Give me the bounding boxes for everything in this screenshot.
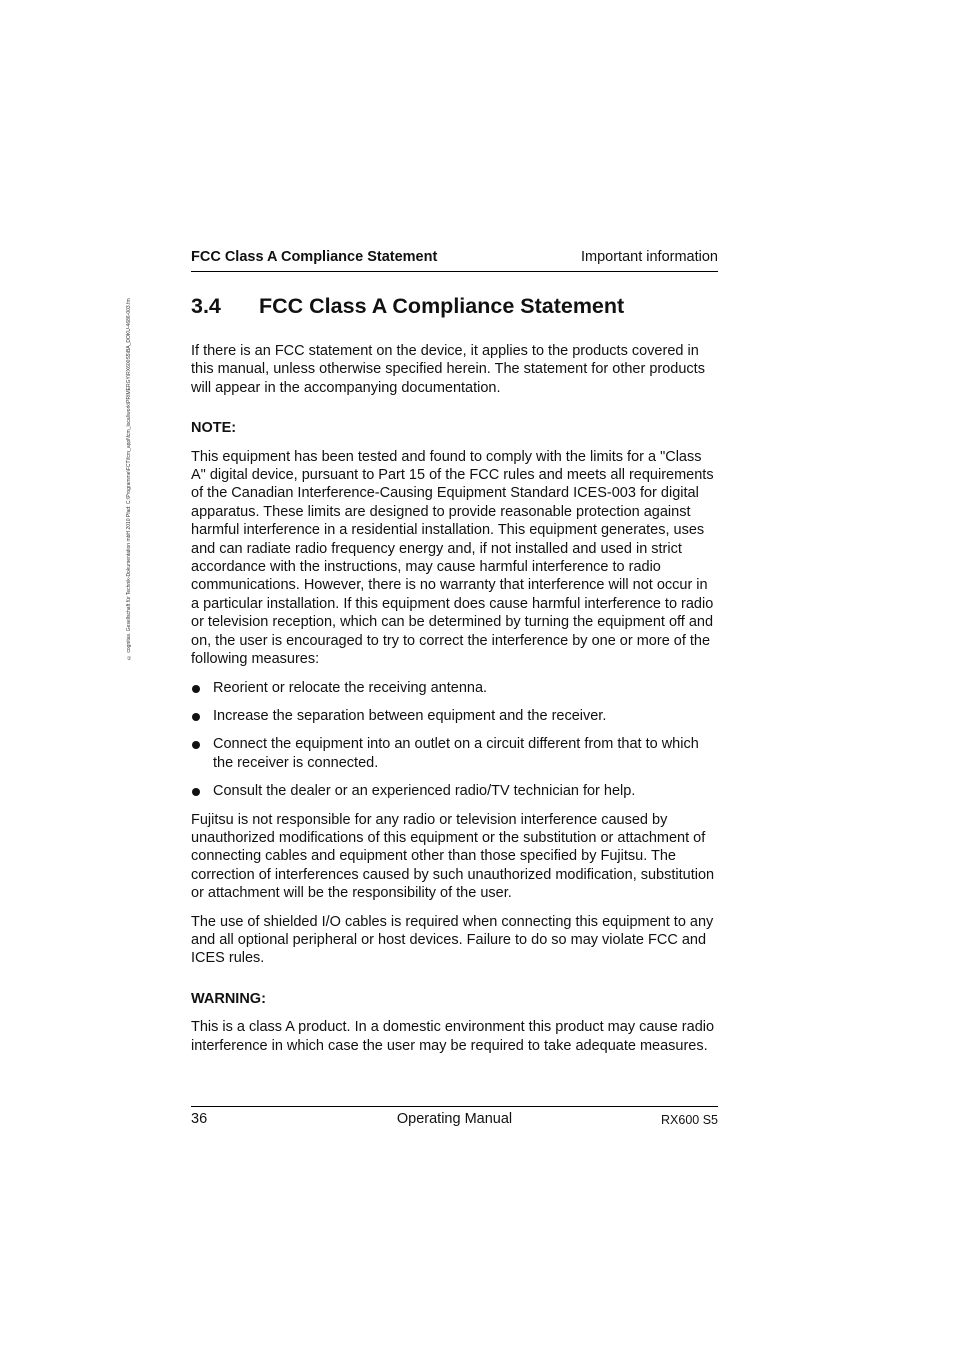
section-title — [191, 294, 718, 319]
shielded-cables-paragraph: The use of shielded I/O cables is required when connecting this equipment to any and all optional peripheral or host devices. Failure to do so may violate FCC and ICES rules. — [191, 913, 714, 967]
bullet-icon — [192, 713, 200, 721]
side-note: © cognitas. Gesellschaft für Technik-Dokumentation mbH 2010 Pfad: C:\Programme\FCT\fcm_appl\fcm_local\work\PRIMERGY\RX600S5\BA_DOKU-4686-003.fm — [126, 298, 132, 660]
header-right: Important information — [580, 249, 718, 265]
warning-paragraph: This is a class A product. In a domestic environment this product may cause radio interference in which case the user may be required to take adequate measures. — [191, 1019, 715, 1054]
note-label: NOTE: — [191, 420, 237, 437]
section-number: 3.4 — [191, 294, 221, 318]
list-item — [191, 735, 718, 772]
list-item-text: Increase the separation between equipment and the receiver. — [213, 707, 607, 724]
page-number: 36 — [191, 1111, 208, 1127]
list-item-text: Connect the equipment into an outlet on a circuit different from that to which the receiver is connected. — [213, 736, 699, 771]
fujitsu-paragraph: Fujitsu is not responsible for any radio or television interference caused by unauthorized modifications of this equipment or the substitution or attachment of connecting cables and equipment other than those specified by Fujitsu. The correction of interferences caused by such unauthorized modification, substitution or attachment will be the responsibility of the user. — [191, 811, 715, 902]
bullet-icon — [192, 741, 200, 749]
footer-right: RX600 S5 — [661, 1113, 718, 1127]
page-footer — [191, 1106, 718, 1133]
footer-center: Operating Manual — [396, 1111, 513, 1127]
warning-label: WARNING: — [191, 990, 266, 1007]
header-left: FCC Class A Compliance Statement — [191, 249, 438, 265]
note-paragraph: This equipment has been tested and found to comply with the limits for a "Class A" digital device, pursuant to Part 15 of the FCC rules and meets all requirements of the Canadian Interference-Causing Equipment Standard ICES-003 for digital apparatus. These limits are designed to provide reasonable protection against harmful interference in a residential installation. This equipment generates, uses and can radiate radio frequency energy and, if not installed and used in strict accordance with the instructions, may cause harmful interference to radio communications. However, there is no warranty that interference will not occur in a particular installation. If this equipment does cause harmful interference to radio or television reception, which can be determined by turning the equipment off and on, the user is encouraged to try to correct the interference by one or more of the following measures: — [191, 448, 714, 668]
list-item-text: Reorient or relocate the receiving antenna. — [213, 679, 488, 696]
page-body — [191, 342, 718, 1055]
list-item-text: Consult the dealer or an experienced radio/TV technician for help. — [213, 783, 636, 800]
measures-list — [191, 679, 718, 801]
list-item — [191, 679, 718, 697]
list-item — [191, 782, 718, 800]
bullet-icon — [192, 788, 200, 796]
intro-paragraph: If there is an FCC statement on the device, it applies to the products covered in this manual, unless otherwise specified herein. The statement for other products will appear in the accompanying documentation. — [191, 343, 705, 396]
list-item — [191, 707, 718, 725]
section-title-text: FCC Class A Compliance Statement — [259, 294, 625, 318]
bullet-icon — [192, 685, 200, 693]
running-header — [191, 246, 718, 272]
